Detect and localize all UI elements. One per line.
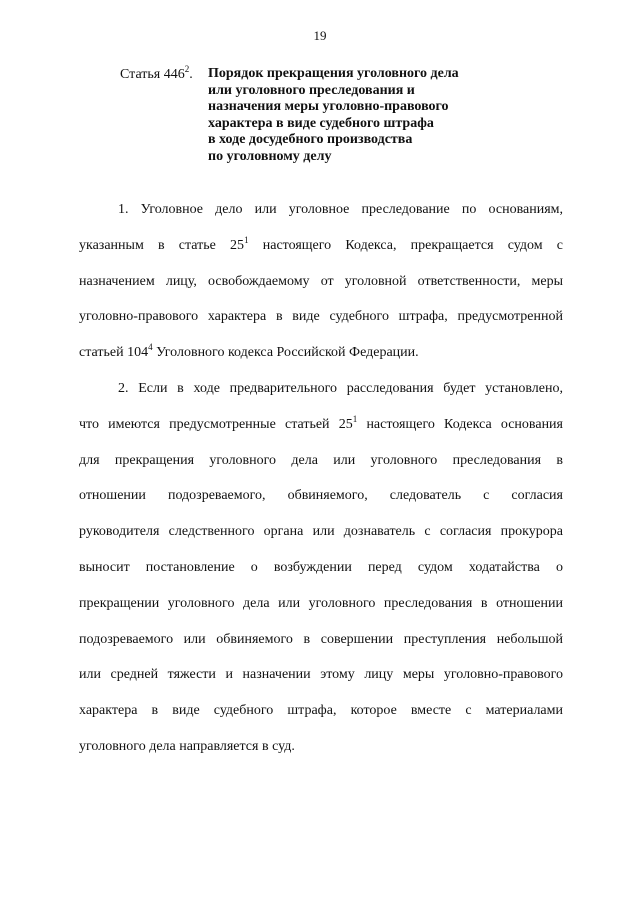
- text-segment: руководителя следственного органа или дознаватель с согласия прокурора: [79, 524, 563, 540]
- text-segment: что имеются предусмотренные статьей 25: [79, 416, 353, 432]
- text-segment: 1. Уголовное дело или уголовное преследование по основаниям,: [118, 202, 563, 217]
- paragraph-line: [79, 586, 563, 622]
- text-segment: уголовно-правового характера в виде судебного штрафа, предусмотренной: [79, 309, 563, 325]
- page-number: 19: [313, 28, 327, 43]
- article-label-prefix: Статья 446: [120, 67, 185, 82]
- paragraph-line: [79, 192, 563, 228]
- article-label: [120, 66, 193, 83]
- paragraph-line: [79, 729, 563, 765]
- text-segment: Уголовного кодекса Российской Федерации.: [152, 345, 419, 361]
- text-segment: выносит постановление о возбуждении перед судом ходатайства о: [79, 559, 563, 575]
- paragraph-line: [79, 335, 563, 371]
- text-segment: назначением лицу, освобождаемому от уголовной ответственности, меры: [79, 273, 563, 289]
- text-segment: отношении подозреваемого, обвиняемого, следователь с согласия: [79, 488, 563, 504]
- text-segment: 2. Если в ходе предварительного расследования будет установлено,: [118, 380, 563, 396]
- paragraph-line: [79, 478, 563, 514]
- text-segment: указанным в статье 25: [79, 237, 245, 253]
- article-title: [208, 66, 459, 165]
- article-title-line: характера в виде судебного штрафа: [208, 115, 434, 131]
- text-segment: или средней тяжести и назначении этому лицу меры уголовно-правового: [79, 667, 563, 683]
- article-title-line: назначения меры уголовно-правового: [208, 99, 449, 114]
- article-label-suffix: .: [189, 67, 193, 82]
- text-segment: характера в виде судебного штрафа, которое вместе с материалами: [79, 703, 563, 719]
- article-title-line: или уголовного преследования и: [208, 82, 415, 98]
- superscript: 1: [244, 234, 249, 245]
- text-segment: настоящего Кодекса основания: [357, 416, 563, 432]
- paragraph-line: [79, 657, 563, 693]
- paragraph-line: [79, 622, 563, 658]
- paragraph-line: [79, 228, 563, 264]
- article-title-line: в ходе досудебного производства: [208, 132, 413, 147]
- paragraph-line: [79, 299, 563, 335]
- paragraph-line: [79, 514, 563, 550]
- paragraph-line: [79, 550, 563, 586]
- superscript: 4: [148, 342, 153, 353]
- paragraph-line: [79, 693, 563, 729]
- article-title-line: Порядок прекращения уголовного дела: [208, 66, 459, 81]
- text-segment: статьей 104: [79, 345, 149, 361]
- text-segment: для прекращения уголовного дела или уголовного преследования в: [79, 452, 563, 468]
- superscript: 1: [352, 413, 358, 424]
- paragraph-line: [79, 371, 563, 407]
- text-segment: подозреваемого или обвиняемого в совершении преступления небольшой: [79, 631, 563, 647]
- paragraph-line: [79, 264, 563, 300]
- paragraph: [79, 371, 563, 765]
- article-label-superscript: 2: [184, 64, 190, 74]
- paragraph: [79, 192, 563, 371]
- article-title-line: по уголовному делу: [208, 148, 332, 164]
- paragraph-line: [79, 443, 563, 479]
- text-segment: уголовного дела направляется в суд.: [79, 738, 295, 754]
- article-body: [79, 192, 563, 765]
- text-segment: прекращении уголовного дела или уголовного преследования в отношении: [79, 595, 563, 611]
- paragraph-line: [79, 407, 563, 443]
- text-segment: настоящего Кодекса, прекращается судом с: [248, 237, 563, 253]
